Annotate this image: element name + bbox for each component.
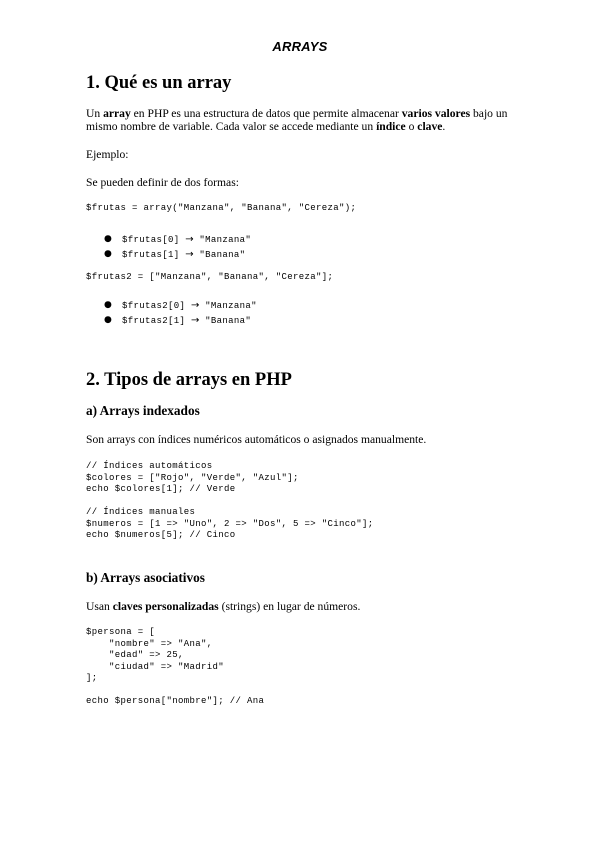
bullet-icon: ● — [104, 315, 113, 325]
section-2-heading: 2. Tipos de arrays en PHP — [86, 370, 292, 390]
code-array-function: $frutas = array("Manzana", "Banana", "Cereza"); — [86, 203, 357, 213]
arrow-right-icon: → — [191, 315, 200, 326]
list-frutas — [86, 232, 251, 262]
example-label: Ejemplo: — [86, 148, 129, 161]
bullet-icon: ● — [104, 234, 113, 244]
subsection-a-heading: a) Arrays indexados — [86, 403, 200, 418]
list-frutas2 — [86, 298, 257, 328]
code-associative: $persona = [ "nombre" => "Ana", "edad" => 25, "ciudad" => "Madrid" ]; — [86, 627, 225, 684]
bullet-icon: ● — [104, 300, 113, 310]
code-associative-echo: echo $persona["nombre"]; // Ana — [86, 696, 265, 706]
arrow-right-icon: → — [191, 300, 200, 311]
document-title: ARRAYS — [272, 39, 328, 54]
forms-label: Se pueden definir de dos formas: — [86, 176, 239, 189]
list-item: ● $frutas2[1] → "Banana" — [104, 315, 252, 326]
list-item: ● $frutas[1] → "Banana" — [104, 249, 246, 260]
section-1-intro: Un array en PHP es una estructura de datos que permite almacenar varios valores bajo un mismo nombre de variable. Cada valor se accede mediante un índice o clave. — [86, 107, 508, 134]
bullet-icon: ● — [104, 249, 113, 259]
list-item: ● $frutas2[0] → "Manzana" — [104, 300, 257, 311]
subsection-a-text: Son arrays con índices numéricos automáticos o asignados manualmente. — [86, 433, 427, 446]
subsection-b-heading: b) Arrays asociativos — [86, 570, 205, 585]
subsection-b-text: Usan claves personalizadas (strings) en lugar de números. — [86, 600, 361, 613]
code-indexed-auto: // Índices automáticos $colores = ["Rojo", "Verde", "Azul"]; echo $colores[1]; // Verde — [86, 461, 299, 495]
list-item: ● $frutas[0] → "Manzana" — [104, 234, 252, 245]
code-indexed-manual: // Índices manuales $numeros = [1 => "Uno", 2 => "Dos", 5 => "Cinco"]; echo $numeros[5]; // Cinco — [86, 507, 374, 541]
arrow-right-icon: → — [185, 249, 194, 260]
section-1-heading: 1. Qué es un array — [86, 73, 232, 93]
arrow-right-icon: → — [185, 234, 194, 245]
code-short-syntax: $frutas2 = ["Manzana", "Banana", "Cereza"]; — [86, 272, 334, 282]
